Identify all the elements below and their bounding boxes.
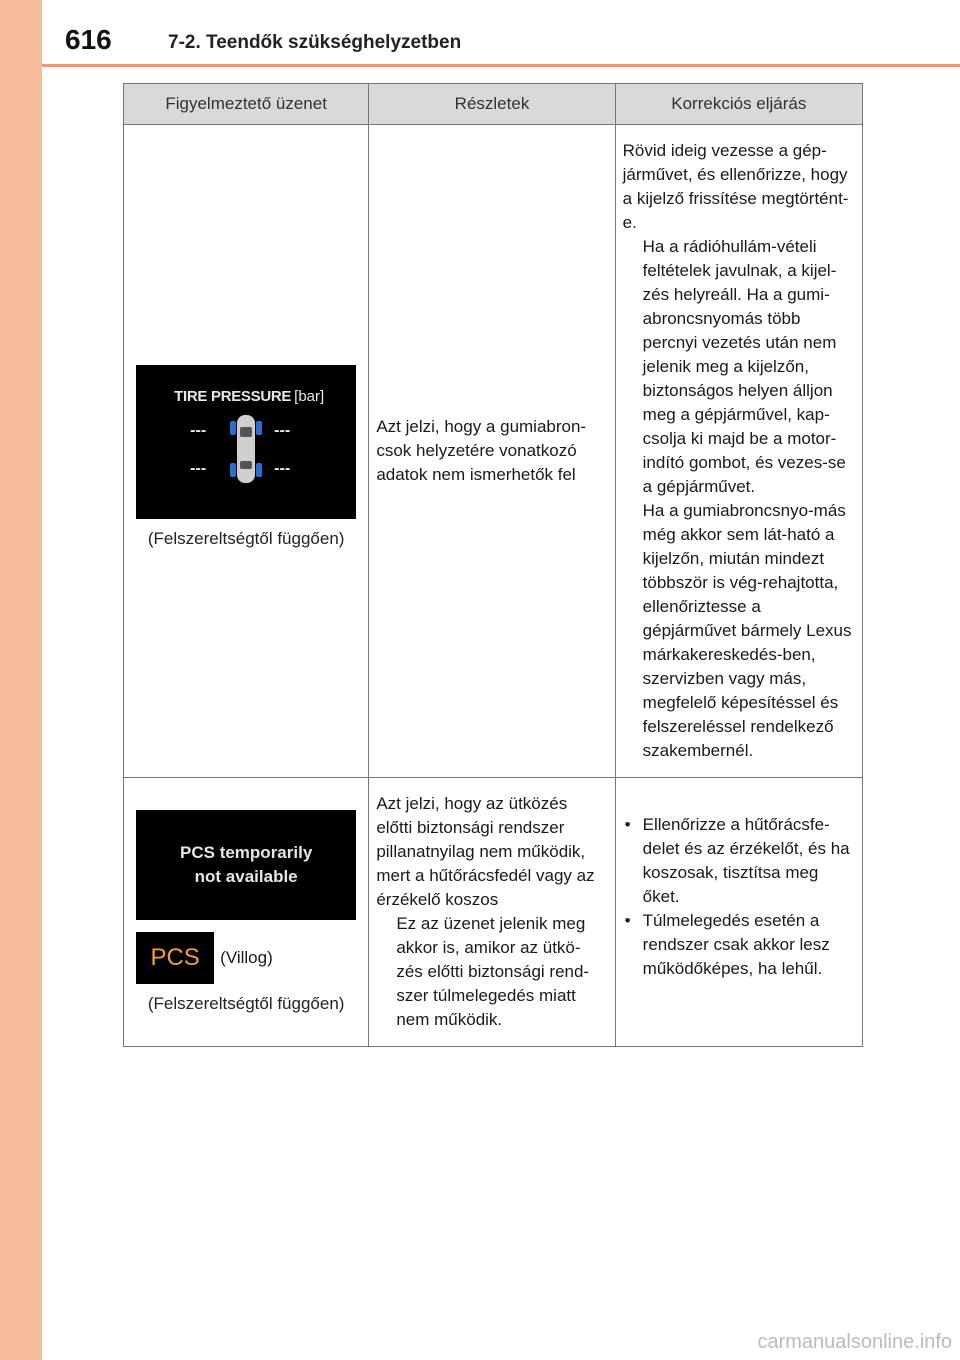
watermark: carmanualsonline.info [757,1331,952,1353]
correction-cell-tire [615,125,862,778]
tire-pressure-display-image [136,365,356,519]
pcs-correction-list [623,813,854,981]
tire-correction-intro: Rövid ideig vezesse a gép-járművet, és ellenőrizze, hogy a kijelző frissítése megtörtént-e. [622,141,849,232]
table-row [124,125,863,778]
list-item: • Túlmelegedés esetén a rendszer csak akkor lesz működőképes, ha lehűl. [623,909,854,981]
tire-rear-right-value: --- [274,459,291,477]
tire-display-unit: [bar] [294,387,325,405]
section-title: 7-2. Teendők szükséghelyzetben [168,32,462,53]
pcs-flashing-label: (Villog) [220,948,273,967]
warning-cell-pcs [124,778,369,1047]
page-number: 616 [65,24,112,55]
column-header-details: Részletek [369,84,615,125]
tire-display-title: TIRE PRESSURE [174,387,292,405]
tire-front-left-value: --- [190,421,207,439]
tire-front-right-value: --- [274,421,291,439]
tire-correction-note-2: Ha a gumiabroncsnyo-más még akkor sem lát-ható a kijelzőn, miután mindezt többször is vég-rehajtotta, ellenőriztesse a gépjárművet bármely Lexus márkakereskedés-ben, szervizben vagy más, megfelelő képesítéssel és felszereléssel rendelkező szakembernél. [642,501,852,760]
pcs-display-line-2: not available [194,867,298,886]
pcs-details-note: Ez az üzenet jelenik meg akkor is, amikor az ütkö-zés előtti biztonsági rend-szer túlmelegedés miatt nem működik. [396,914,590,1029]
car-top-view-icon [226,411,266,487]
availability-caption: (Felszereltségtől függően) [147,994,345,1013]
tire-rear-left-value: --- [190,459,207,477]
table-header-row [124,84,863,125]
pcs-warning-icon: PCS [136,932,214,984]
details-cell-tire [369,125,615,778]
tire-correction-note-1: Ha a rádióhullám-vételi feltételek javulnak, a kijel-zés helyreáll. Ha a gumi-abroncsnyomás több percnyi vezetés után nem jelenik meg a kijelzőn, biztonságos helyen álljon meg a gépjárművel, kap-csolja ki majd be a motor-indító gombot, és vezes-se a gépjárművet. [642,237,846,496]
column-header-warning: Figyelmeztető üzenet [124,84,369,125]
pcs-display-line-1: PCS temporarily [180,843,313,862]
pcs-details-intro: Azt jelzi, hogy az ütközés előtti biztonsági rendszer pillanatnyilag nem működik, mert a hűtőrácsfedél vagy az érzékelő koszos [376,794,595,909]
table-row [124,778,863,1047]
column-header-correction: Korrekciós eljárás [615,84,862,125]
header-divider [42,64,960,67]
correction-cell-pcs [615,778,862,1047]
list-item: • Ellenőrizze a hűtőrácsfe-delet és az érzékelőt, és ha koszosak, tisztítsa meg őket. [623,813,854,909]
availability-caption: (Felszereltségtől függően) [147,528,345,548]
page-header [42,0,960,66]
tire-details-text: Azt jelzi, hogy a gumiabron-csok helyzetére vonatkozó adatok nem ismerhetők fel [376,417,587,484]
details-cell-pcs [369,778,615,1047]
side-color-strip [0,0,42,1360]
warning-cell-tire [124,125,369,778]
pcs-display-image [136,810,356,920]
warning-message-table [123,83,863,1047]
